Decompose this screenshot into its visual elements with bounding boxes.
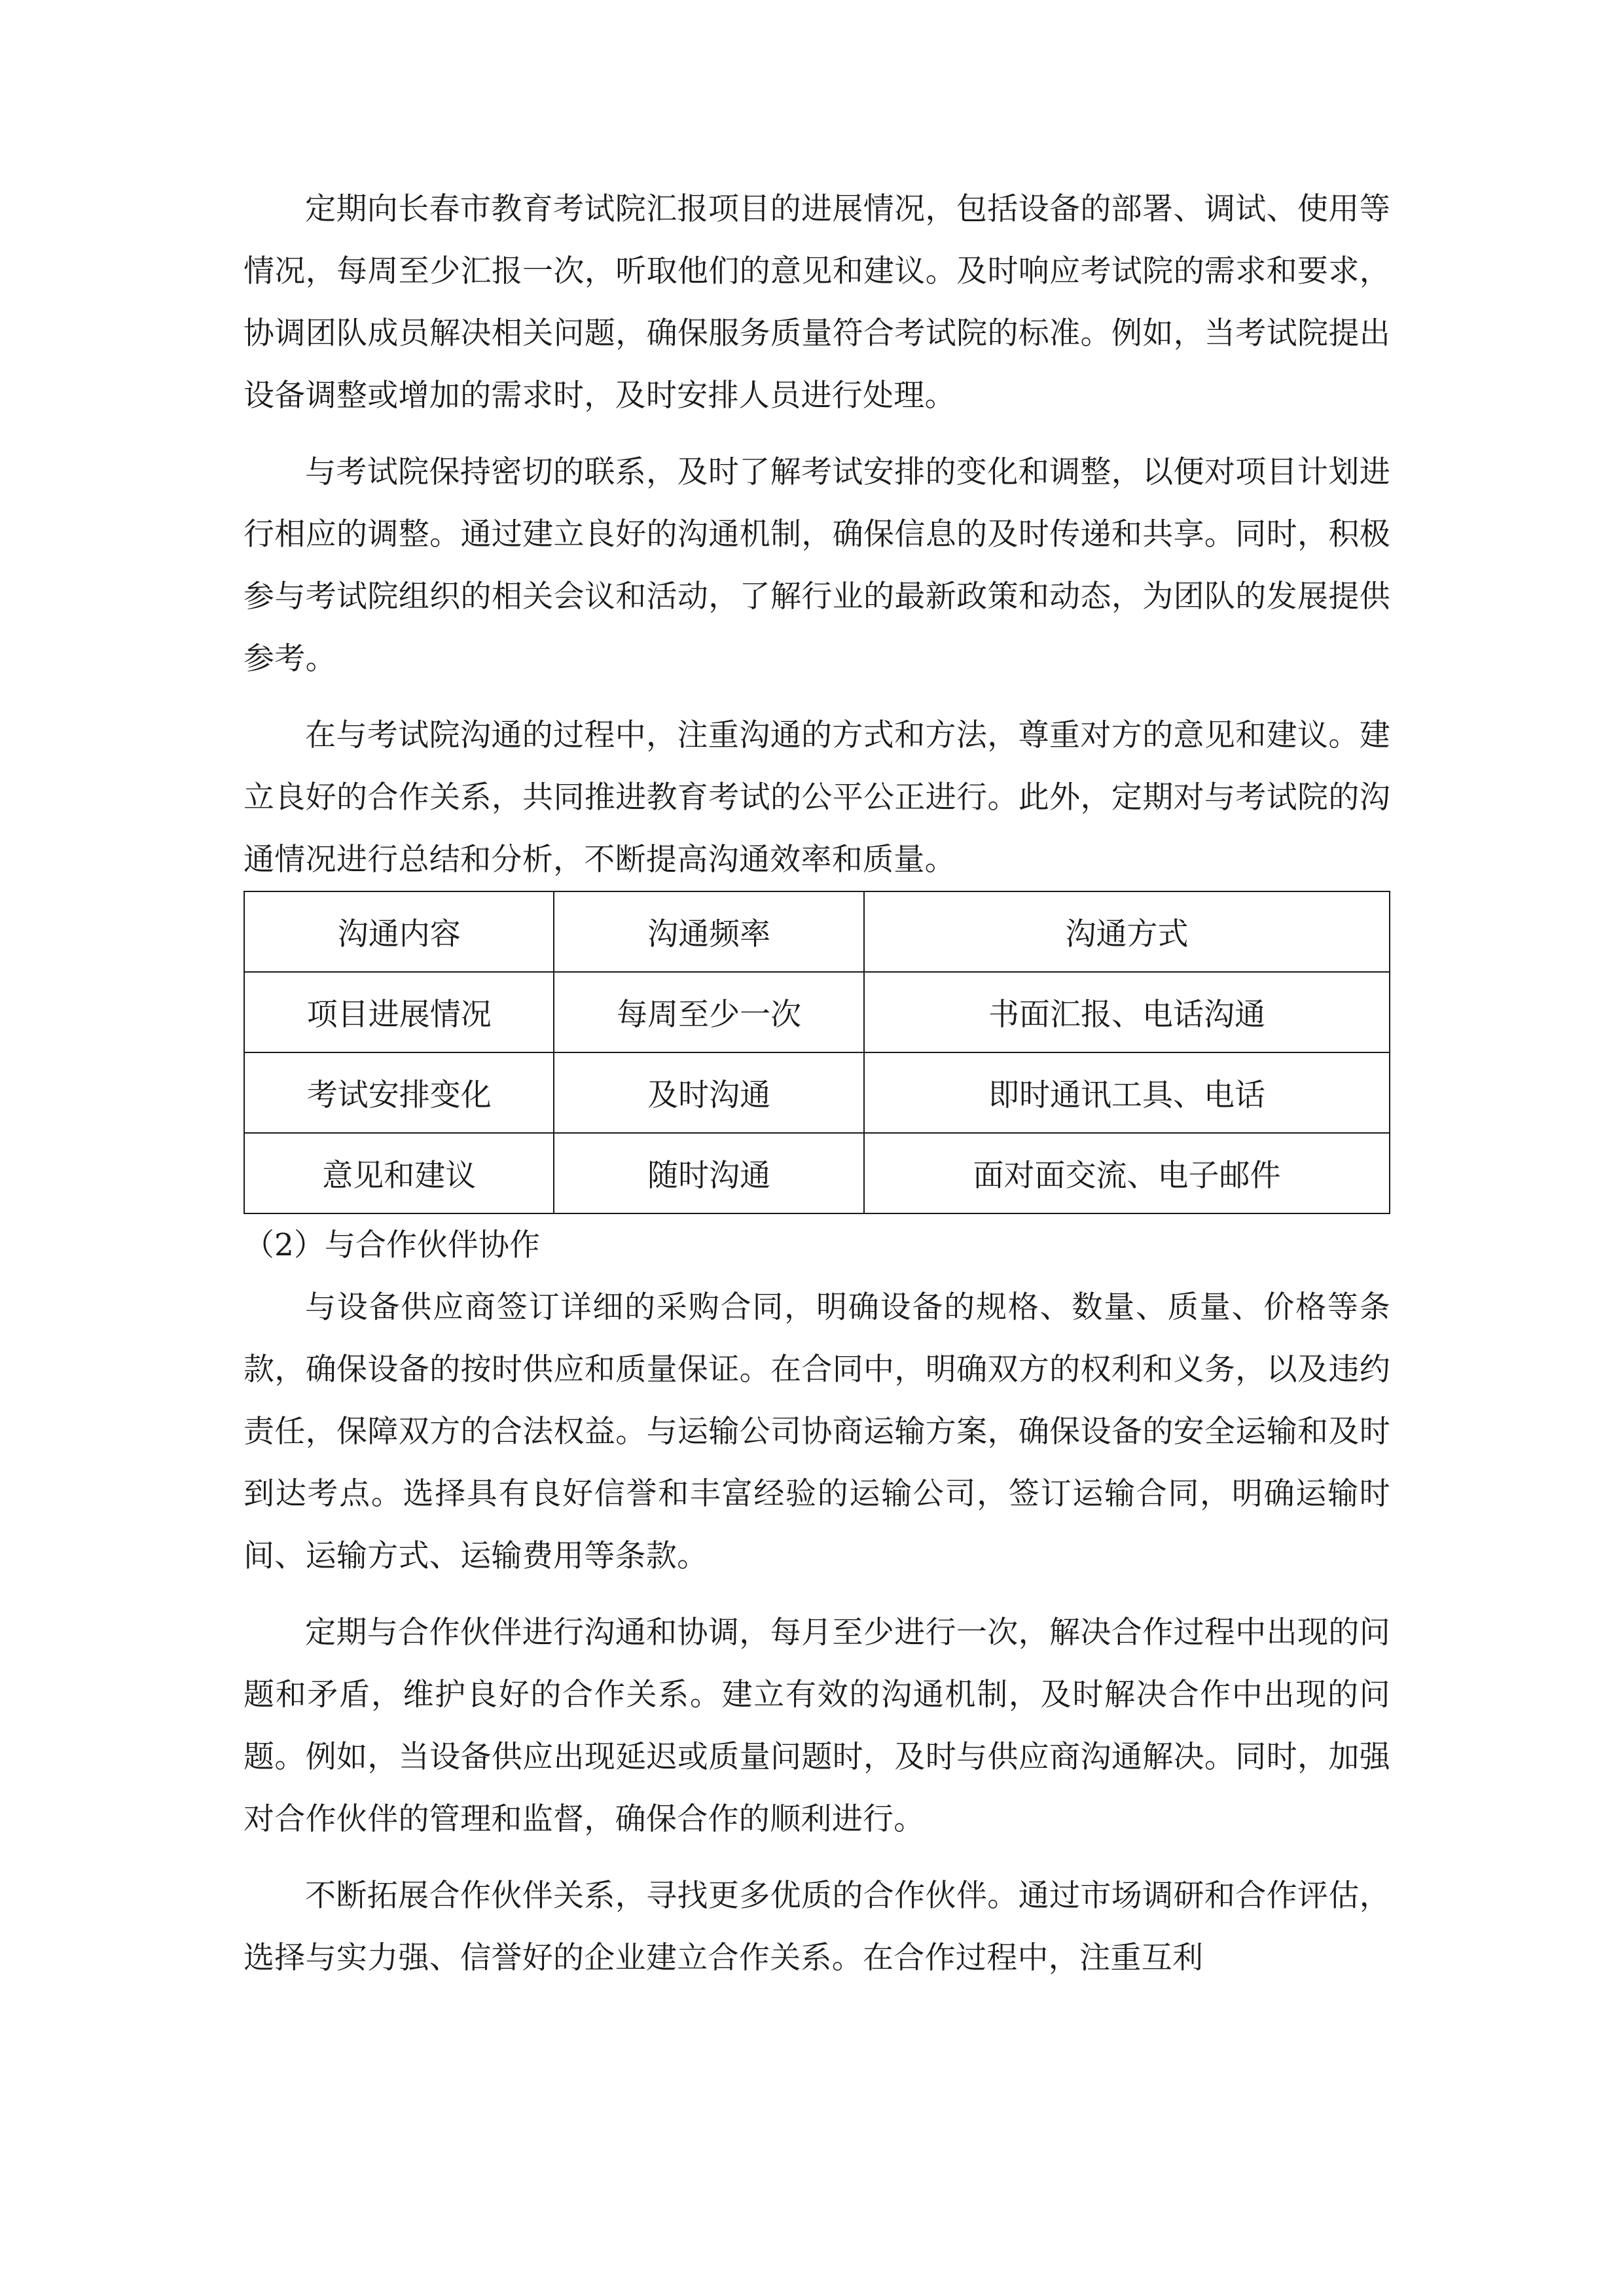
table-row (244, 1052, 1390, 1133)
table-cell: 意见和建议 (244, 1133, 554, 1213)
paragraph-communication-method: 在与考试院沟通的过程中，注重沟通的方式和方法，尊重对方的意见和建议。建立良好的合作关系，共同推进教育考试的公平公正进行。此外，定期对与考试院的沟通情况进行总结和分析，不断提高沟通效率和质量。 (244, 717, 1390, 878)
table-cell: 每周至少一次 (554, 972, 863, 1052)
section-heading-partner-collaboration: （2）与合作伙伴协作 (244, 1227, 540, 1263)
table-header-cell: 沟通频率 (554, 891, 863, 972)
page-body (244, 178, 1390, 2003)
table-cell: 即时通讯工具、电话 (864, 1052, 1390, 1133)
paragraph-exam-institute-reporting: 定期向长春市教育考试院汇报项目的进展情况，包括设备的部署、调试、使用等情况，每周至少汇报一次，听取他们的意见和建议。及时响应考试院的需求和要求，协调团队成员解决相关问题，确保服务质量符合考试院的标准。例如，当考试院提出设备调整或增加的需求时，及时安排人员进行处理。 (244, 191, 1390, 414)
table-cell: 书面汇报、电话沟通 (864, 972, 1390, 1052)
paragraph-supplier-contract: 与设备供应商签订详细的采购合同，明确设备的规格、数量、质量、价格等条款，确保设备的按时供应和质量保证。在合同中，明确双方的权利和义务，以及违约责任，保障双方的合法权益。与运输公司协商运输方案，确保设备的安全运输和及时到达考点。选择具有良好信誉和丰富经验的运输公司，签订运输合同，明确运输时间、运输方式、运输费用等条款。 (244, 1289, 1390, 1574)
paragraph-exam-institute-contact: 与考试院保持密切的联系，及时了解考试安排的变化和调整，以便对项目计划进行相应的调整。通过建立良好的沟通机制，确保信息的及时传递和共享。同时，积极参与考试院组织的相关会议和活动，了解行业的最新政策和动态，为团队的发展提供参考。 (244, 454, 1390, 677)
table-header-cell: 沟通内容 (244, 891, 554, 972)
table-cell: 项目进展情况 (244, 972, 554, 1052)
table-cell: 随时沟通 (554, 1133, 863, 1213)
table-row (244, 972, 1390, 1052)
paragraph-partner-coordination: 定期与合作伙伴进行沟通和协调，每月至少进行一次，解决合作过程中出现的问题和矛盾，维护良好的合作关系。建立有效的沟通机制，及时解决合作中出现的问题。例如，当设备供应出现延迟或质量问题时，及时与供应商沟通解决。同时，加强对合作伙伴的管理和监督，确保合作的顺利进行。 (244, 1615, 1390, 1837)
table-header-cell: 沟通方式 (864, 891, 1390, 972)
table-cell: 面对面交流、电子邮件 (864, 1133, 1390, 1213)
table-row (244, 1133, 1390, 1213)
table-cell: 及时沟通 (554, 1052, 863, 1133)
paragraph-partner-expansion: 不断拓展合作伙伴关系，寻找更多优质的合作伙伴。通过市场调研和合作评估，选择与实力强、信誉好的企业建立合作关系。在合作过程中，注重互利 (244, 1878, 1390, 1976)
table-header-row (244, 891, 1390, 972)
communication-table (244, 891, 1390, 1214)
table-cell: 考试安排变化 (244, 1052, 554, 1133)
